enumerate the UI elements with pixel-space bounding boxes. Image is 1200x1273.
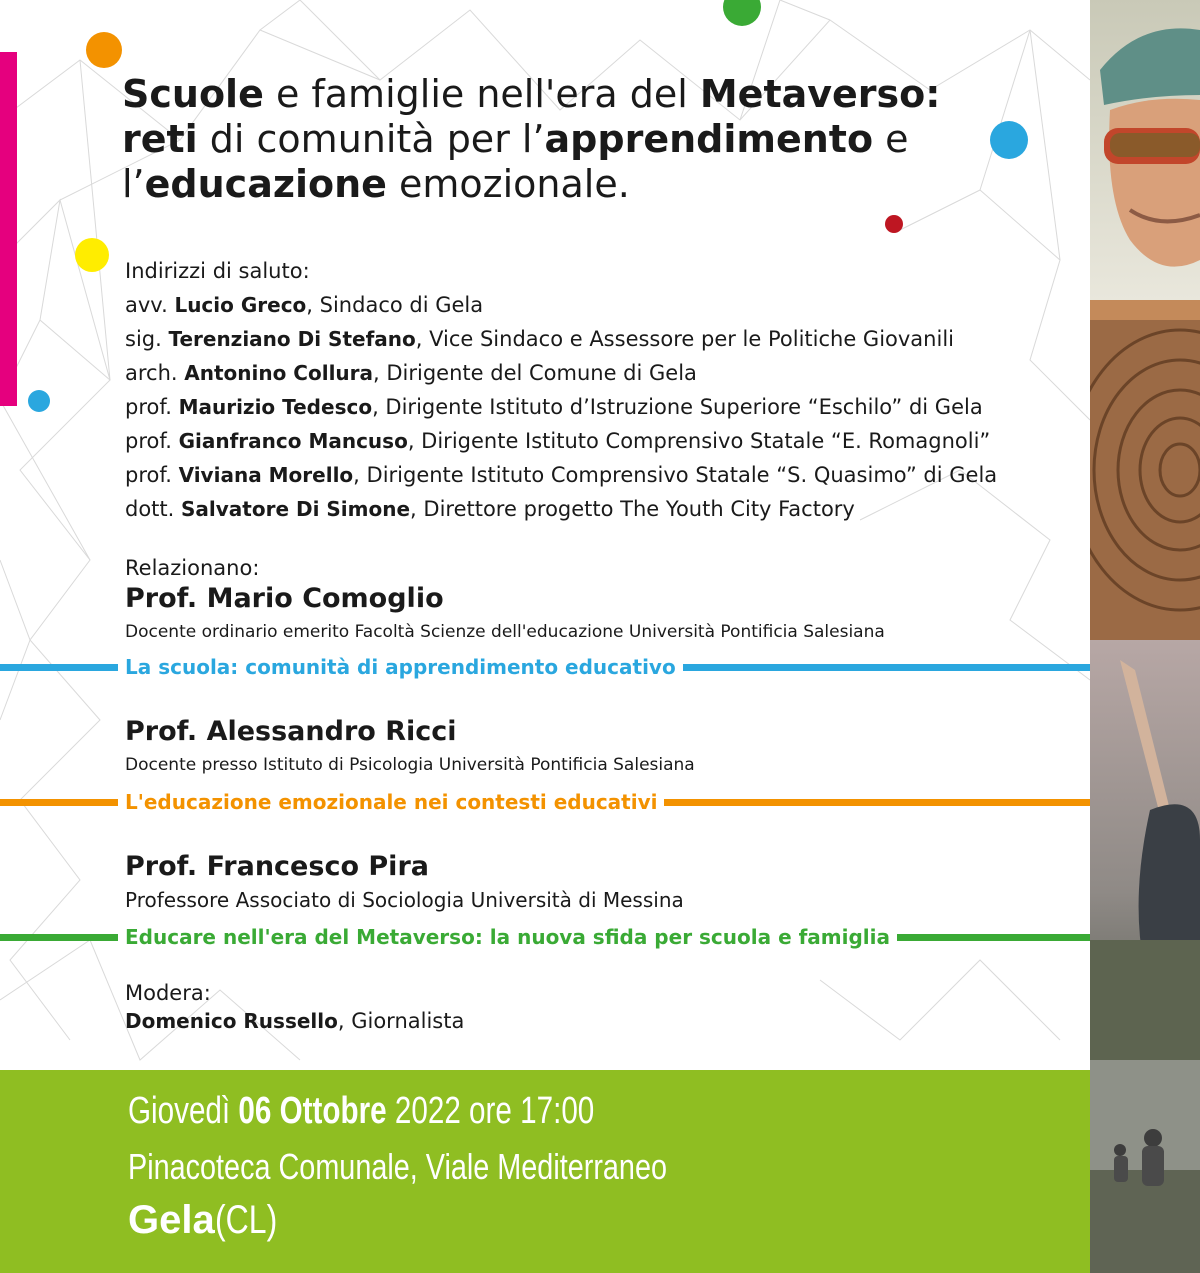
talk-title: La scuola: comunità di apprendimento educativo bbox=[118, 652, 683, 682]
greeting-person: prof. Viviana Morello, Dirigente Istituto Comprensivo Statale “S. Quasimo” di Gela bbox=[125, 463, 998, 487]
greetings-section bbox=[125, 254, 997, 526]
speaker-role: Docente ordinario emerito Facoltà Scienze dell'educazione Università Pontificia Salesiana bbox=[125, 622, 885, 642]
talk-2 bbox=[0, 787, 1090, 817]
speaker-3 bbox=[125, 850, 684, 914]
talk-3 bbox=[0, 922, 1090, 952]
moderator-section bbox=[125, 979, 464, 1035]
speaker-name: Prof. Mario Comoglio bbox=[125, 583, 444, 614]
title-line-2: reti di comunità per l’apprendimento e bbox=[122, 117, 909, 161]
event-date-time: Giovedì 06 Ottobre 2022 ore 17:00 bbox=[128, 1090, 595, 1132]
greeting-person: sig. Terenziano Di Stefano, Vice Sindaco e Assessore per le Politiche Giovanili bbox=[125, 327, 954, 351]
talk-title: L'educazione emozionale nei contesti educativi bbox=[118, 787, 664, 817]
accent-bar bbox=[0, 52, 17, 406]
red-dot bbox=[885, 215, 903, 233]
greeting-person: dott. Salvatore Di Simone, Direttore progetto The Youth City Factory bbox=[125, 497, 855, 521]
event-info-footer bbox=[0, 1070, 1090, 1273]
speaker-1 bbox=[125, 582, 885, 644]
moderator-heading: Modera: bbox=[125, 981, 211, 1005]
speaker-name: Prof. Francesco Pira bbox=[125, 851, 429, 882]
greeting-person: avv. Lucio Greco, Sindaco di Gela bbox=[125, 293, 484, 317]
event-city: Gela(CL) bbox=[128, 1198, 277, 1242]
title-line-3: l’educazione emozionale. bbox=[122, 162, 630, 206]
yellow-dot bbox=[75, 238, 109, 272]
talk-1 bbox=[0, 652, 1090, 682]
title-line-1: Scuole e famiglie nell'era del Metaverso: bbox=[122, 72, 941, 116]
photo-strip bbox=[1090, 0, 1200, 1273]
event-venue: Pinacoteca Comunale, Viale Mediterraneo bbox=[128, 1146, 667, 1187]
photo-children-running bbox=[1090, 1060, 1200, 1273]
greetings-heading: Indirizzi di saluto: bbox=[125, 259, 310, 283]
orange-dot bbox=[86, 32, 122, 68]
greeting-person: prof. Gianfranco Mancuso, Dirigente Istituto Comprensivo Statale “E. Romagnoli” bbox=[125, 429, 991, 453]
speaker-role: Docente presso Istituto di Psicologia Università Pontificia Salesiana bbox=[125, 755, 695, 775]
moderator: Domenico Russello, Giornalista bbox=[125, 1009, 465, 1033]
greeting-person: prof. Maurizio Tedesco, Dirigente Istituto d’Istruzione Superiore “Eschilo” di Gela bbox=[125, 395, 983, 419]
photo-man-sunglasses bbox=[1090, 0, 1200, 300]
speaker-2 bbox=[125, 715, 695, 777]
photo-tree-rings bbox=[1090, 300, 1200, 640]
speaker-name: Prof. Alessandro Ricci bbox=[125, 716, 457, 747]
event-title bbox=[122, 72, 1062, 207]
speakers-heading: Relazionano: bbox=[125, 556, 260, 580]
speaker-role: Professore Associato di Sociologia Università di Messina bbox=[125, 888, 684, 912]
greeting-person: arch. Antonino Collura, Dirigente del Comune di Gela bbox=[125, 361, 697, 385]
small-blue-dot bbox=[28, 390, 50, 412]
photo-boy-arm-raised bbox=[1090, 640, 1200, 1060]
talk-title: Educare nell'era del Metaverso: la nuova sfida per scuola e famiglia bbox=[118, 922, 897, 952]
